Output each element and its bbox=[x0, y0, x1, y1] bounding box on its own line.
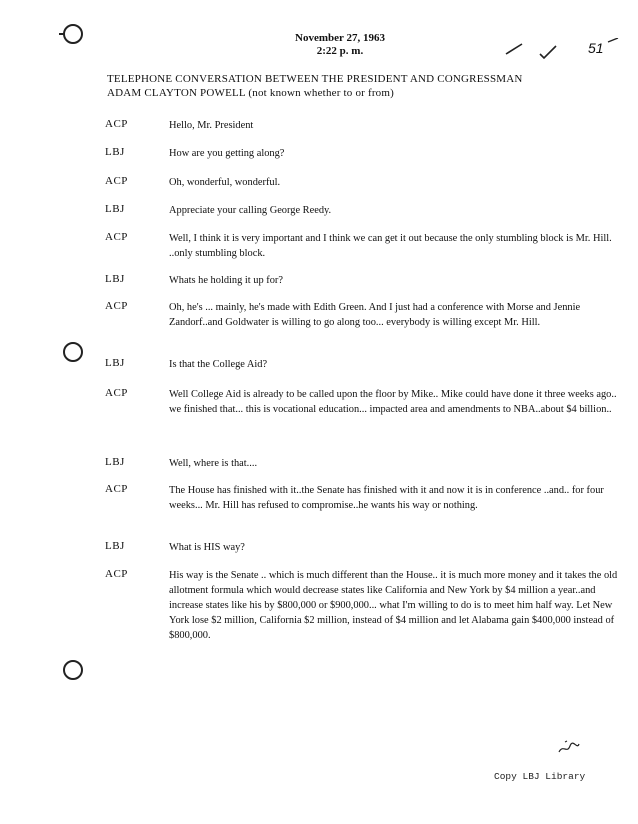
binder-tick-mark bbox=[59, 33, 65, 35]
speaker-label: LBJ bbox=[105, 146, 125, 158]
speaker-label: ACP bbox=[105, 387, 128, 399]
speaker-label: ACP bbox=[105, 483, 128, 495]
punch-hole-middle bbox=[63, 342, 83, 362]
speaker-label: ACP bbox=[105, 300, 128, 312]
utterance-text: Well College Aid is already to be called upon the floor by Mike.. Mike could have done it three weeks ago.. we finished that... this is vocational education... impacted area and amendments to NBA..about $4 billion.. bbox=[169, 389, 617, 415]
utterance-text: Oh, wonderful, wonderful. bbox=[169, 177, 281, 188]
title-line-1: TELEPHONE CONVERSATION BETWEEN THE PRESIDENT AND CONGRESSMAN bbox=[107, 73, 523, 85]
title-line-2: ADAM CLAYTON POWELL (not known whether to or from) bbox=[107, 87, 395, 99]
page-number: 51 bbox=[588, 40, 604, 56]
date-time-header bbox=[250, 32, 430, 58]
speaker-label: LBJ bbox=[105, 357, 125, 369]
speaker-label: LBJ bbox=[105, 203, 125, 215]
speaker-label: LBJ bbox=[105, 456, 125, 468]
utterance-text: Hello, Mr. President bbox=[169, 120, 254, 131]
punch-hole-top bbox=[63, 24, 83, 44]
speaker-label: ACP bbox=[105, 175, 128, 187]
speaker-label: ACP bbox=[105, 118, 128, 130]
utterance-text: Whats he holding it up for? bbox=[169, 275, 283, 286]
speaker-label: LBJ bbox=[105, 273, 125, 285]
utterance-text: What is HIS way? bbox=[169, 542, 245, 553]
document-title bbox=[107, 72, 627, 100]
utterance-text: Appreciate your calling George Reedy. bbox=[169, 205, 332, 216]
speaker-label: ACP bbox=[105, 568, 128, 580]
utterance-text: The House has finished with it..the Senate has finished with it and now it is in conference ..and.. for four weeks... Mr. Hill has refused to compromise..he wants his way or nothing. bbox=[169, 485, 604, 511]
utterance-text: Is that the College Aid? bbox=[169, 359, 268, 370]
utterance-text: Well, where is that.... bbox=[169, 458, 258, 469]
utterance-text: Well, I think it is very important and I think we can get it out because the only stumbling block is Mr. Hill. ..only stumbling block. bbox=[169, 233, 612, 259]
speaker-label: ACP bbox=[105, 231, 128, 243]
library-copy-stamp: Copy LBJ Library bbox=[494, 771, 586, 782]
utterance-text: His way is the Senate .. which is much different than the House.. it is much more money and it takes the old allotment formula which would decrease states like California and New York by $4 million a year..and increase states like his by $800,000 or $900,000... what I'm willing to do is to meet him half way. Let New York lose $2 million, California $2 million, instead of $4 million and let Alabama gain $400,000 instead of $800,000. bbox=[169, 570, 618, 641]
speaker-label: LBJ bbox=[105, 540, 125, 552]
utterance-text: How are you getting along? bbox=[169, 148, 285, 159]
utterance-text: Oh, he's ... mainly, he's made with Edith Green. And I just had a conference with Morse and Jennie Zandorf..and Goldwater is willing to go along too... everybody is willing except Mr. Hill. bbox=[169, 302, 581, 328]
document-date: November 27, 1963 bbox=[295, 32, 385, 44]
handwritten-initials-icon bbox=[557, 740, 581, 758]
document-time: 2:22 p. m. bbox=[316, 45, 364, 57]
punch-hole-bottom bbox=[63, 660, 83, 680]
handwritten-marks bbox=[500, 38, 620, 68]
